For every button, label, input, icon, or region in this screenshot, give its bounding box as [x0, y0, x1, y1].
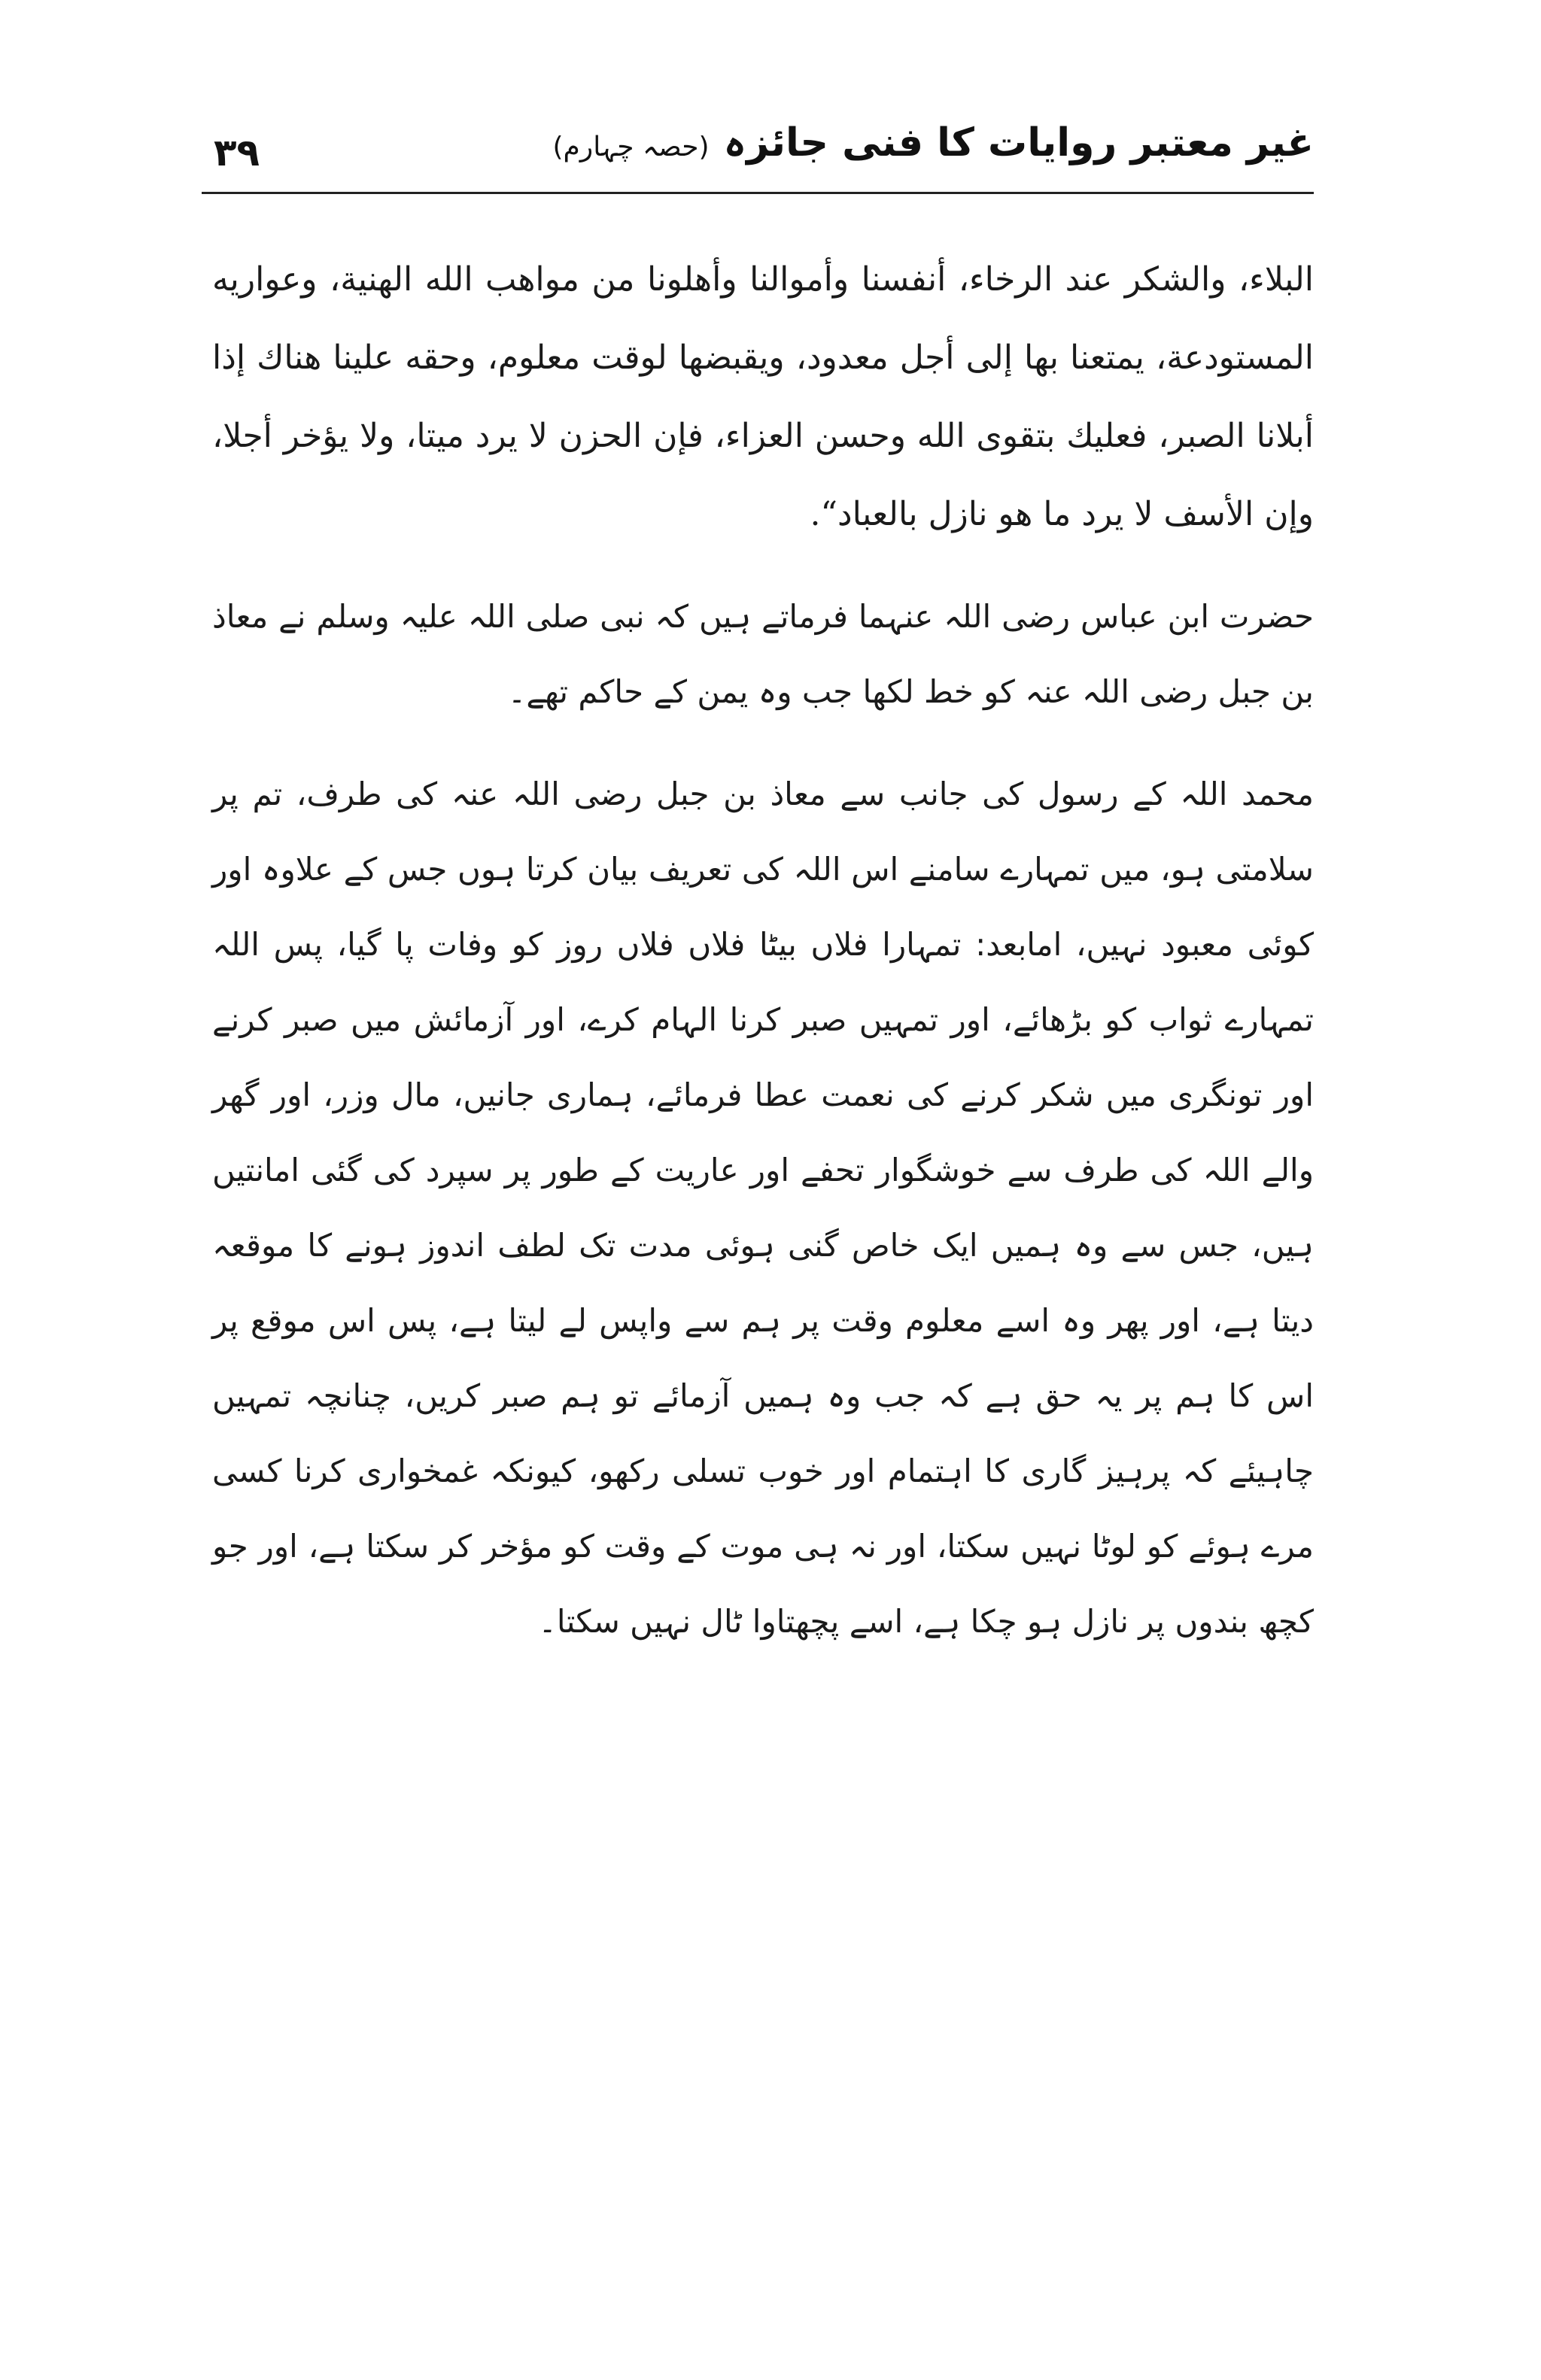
header-rule	[202, 192, 1314, 194]
arabic-quote-paragraph: البلاء، والشكر عند الرخاء، أنفسنا وأموالنا وأهلونا من مواهب الله الهنية، وعواريه المستودعة، يمتعنا بها إلى أجل معدود، ويقبضها لوقت معلوم، وحقه علينا هناك إذا أبلانا الصبر، فعليك بتقوى الله وحسن العزاء، فإن الحزن لا يرد ميتا، ولا يؤخر أجلا، وإن الأسف لا يرد ما هو نازل بالعباد“.	[212, 260, 1314, 533]
urdu-text-block	[212, 579, 1314, 1659]
arabic-quote-block	[212, 241, 1314, 554]
page-number: ۳۹	[214, 131, 260, 175]
book-title: غیر معتبر روایات کا فنی جائزہ	[723, 120, 1314, 165]
page-header	[202, 113, 1314, 194]
page-body	[212, 241, 1314, 1692]
urdu-intro-paragraph: حضرت ابن عباس رضی اللہ عنہما فرماتے ہیں کہ نبی صلی اللہ علیہ وسلم نے معاذ بن جبل رضی اللہ عنہ کو خط لکھا جب وہ یمن کے حاکم تھے۔	[212, 598, 1314, 710]
part-label: (حصہ چہارم)	[552, 132, 710, 162]
urdu-letter-paragraph: محمد اللہ کے رسول کی جانب سے معاذ بن جبل رضی اللہ عنہ کی طرف، تم پر سلامتی ہو، میں تمہارے سامنے اس اللہ کی تعریف بیان کرتا ہوں جس کے علاوہ اور کوئی معبود نہیں، امابعد: تمہارا فلاں بیٹا فلاں فلاں روز کو وفات پا گیا، پس اللہ تمہارے ثواب کو بڑھائے، اور تمہیں صبر کرنا الہام کرے، اور آزمائش میں صبر کرنے اور تونگری میں شکر کرنے کی نعمت عطا فرمائے، ہماری جانیں، مال وزر، اور گھر والے اللہ کی طرف سے خوشگوار تحفے اور عاریت کے طور پر سپرد کی گئی امانتیں ہیں، جس سے وہ ہمیں ایک خاص گنی ہوئی مدت تک لطف اندوز ہونے کا موقعہ دیتا ہے، اور پھر وہ اسے معلوم وقت پر ہم سے واپس لے لیتا ہے، پس اس موقع پر اس کا ہم پر یہ حق ہے کہ جب وہ ہمیں آزمائے تو ہم صبر کریں، چنانچہ تمہیں چاہیئے کہ پرہیز گاری کا اہتمام اور خوب تسلی رکھو، کیونکہ غمخواری کرنا کسی مرے ہوئے کو لوٹا نہیں سکتا، اور نہ ہی موت کے وقت کو مؤخر کر سکتا ہے، اور جو کچھ بندوں پر نازل ہو چکا ہے، اسے پچھتاوا ٹال نہیں سکتا۔	[212, 776, 1314, 1640]
running-title	[552, 120, 1314, 165]
